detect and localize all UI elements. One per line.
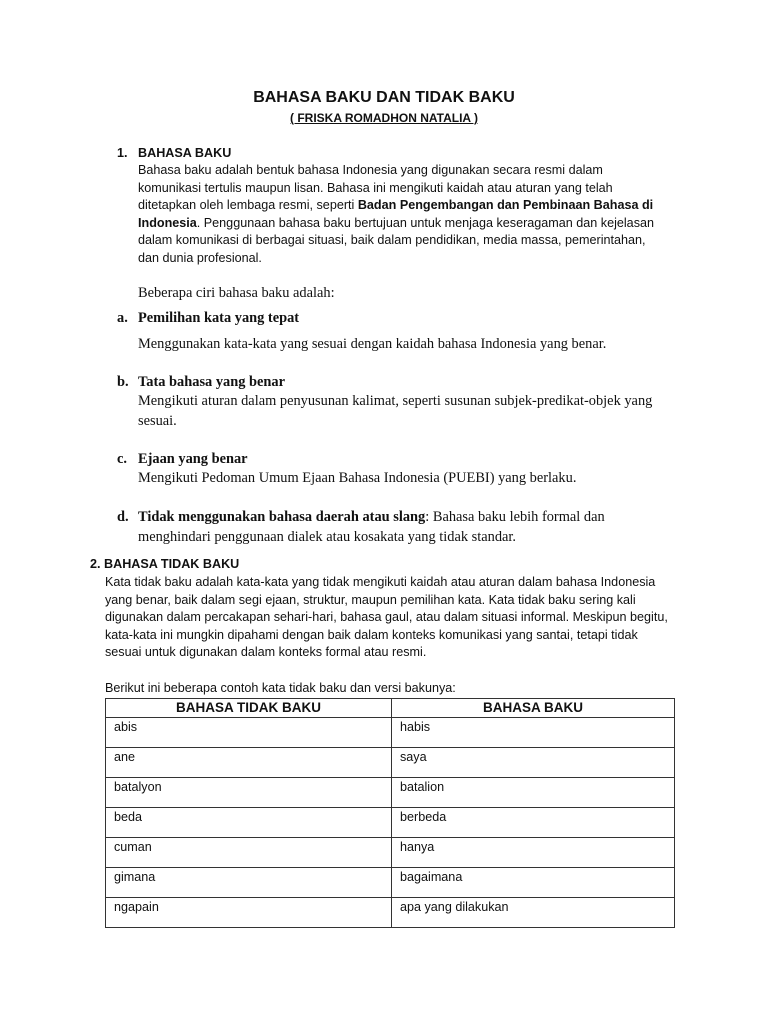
nonstandard-word: batalyon [106,778,392,808]
standard-word: saya [392,748,675,778]
item-label: Pemilihan kata yang tepat [138,310,300,326]
section-1-number: 1. [117,146,128,160]
nonstandard-word: abis [106,718,392,748]
table-row [106,808,675,838]
table-row [106,898,675,928]
item-desc: : Bahasa baku lebih formal dan menghindari penggunaan dialek atau kosakata yang tidak standar. [138,509,605,545]
table-intro: Berikut ini beberapa contoh kata tidak baku dan versi bakunya: [105,681,456,695]
standard-word: bagaimana [392,868,675,898]
section-2-heading: 2. BAHASA TIDAK BAKU [90,557,240,571]
nonstandard-word: ngapain [106,898,392,928]
document-title: BAHASA BAKU DAN TIDAK BAKU [253,89,515,106]
section-1-heading: BAHASA BAKU [138,146,232,160]
item-desc: Mengikuti Pedoman Umum Ejaan Bahasa Indonesia (PUEBI) yang berlaku. [138,470,577,486]
standard-word: berbeda [392,808,675,838]
column-header: BAHASA TIDAK BAKU [106,699,392,718]
table-row [106,868,675,898]
standard-word: habis [392,718,675,748]
item-marker: c. [117,451,127,467]
nonstandard-word: gimana [106,868,392,898]
nonstandard-word: cuman [106,838,392,868]
para-text: Bahasa baku adalah bentuk bahasa Indonesia yang digunakan secara resmi dalam komunikasi tertulis maupun lisan. Bahasa ini mengikuti kaidah atau aturan yang telah ditetapkan oleh lembaga resmi, seperti [138,163,613,213]
standard-word: batalion [392,778,675,808]
item-label: Ejaan yang benar [138,451,248,467]
item-desc: Menggunakan kata-kata yang sesuai dengan kaidah bahasa Indonesia yang benar. [138,336,607,352]
author-name: ( FRISKA ROMADHON NATALIA ) [290,111,478,125]
standard-word: hanya [392,838,675,868]
table-row [106,838,675,868]
institution-name: Badan Pengembangan dan Pembinaan Bahasa di Indonesia [138,198,654,230]
word-comparison-table [105,698,675,928]
standard-word: apa yang dilakukan [392,898,675,928]
nonstandard-word: beda [106,808,392,838]
item-marker: a. [117,310,128,326]
characteristics-intro: Beberapa ciri bahasa baku adalah: [138,285,335,301]
item-desc: Mengikuti aturan dalam penyusunan kalimat, seperti susunan subjek-predikat-objek yang sesuai. [138,393,653,429]
column-header: BAHASA BAKU [392,699,675,718]
table-header-row [106,699,675,718]
item-label: Tata bahasa yang benar [138,374,286,390]
item-marker: b. [117,374,129,390]
table-row [106,778,675,808]
item-label: Tidak menggunakan bahasa daerah atau slang [138,509,426,525]
item-d [138,508,668,547]
nonstandard-word: ane [106,748,392,778]
item-marker: d. [117,509,129,525]
section-1-paragraph [138,162,668,268]
table-row [106,748,675,778]
table-row [106,718,675,748]
para-text: . Penggunaan bahasa baku bertujuan untuk menjaga keseragaman dan kejelasan dalam komunikasi di berbagai situasi, baik dalam pendidikan, media massa, pemerintahan, dan dunia profesional. [138,215,654,265]
section-2-paragraph: Kata tidak baku adalah kata-kata yang tidak mengikuti kaidah atau aturan dalam bahasa Indonesia yang benar, baik dalam segi ejaan, struktur, maupun pemilihan kata. Kata tidak baku sering kali digunakan dalam percakapan sehari-hari, bahasa gaul, atau dalam situasi informal. Meskipun begitu, kata-kata ini mungkin dipahami dengan baik dalam konteks komunikasi yang santai, tetapi tidak sesuai untuk digunakan dalam konteks formal atau resmi. [105,575,668,660]
